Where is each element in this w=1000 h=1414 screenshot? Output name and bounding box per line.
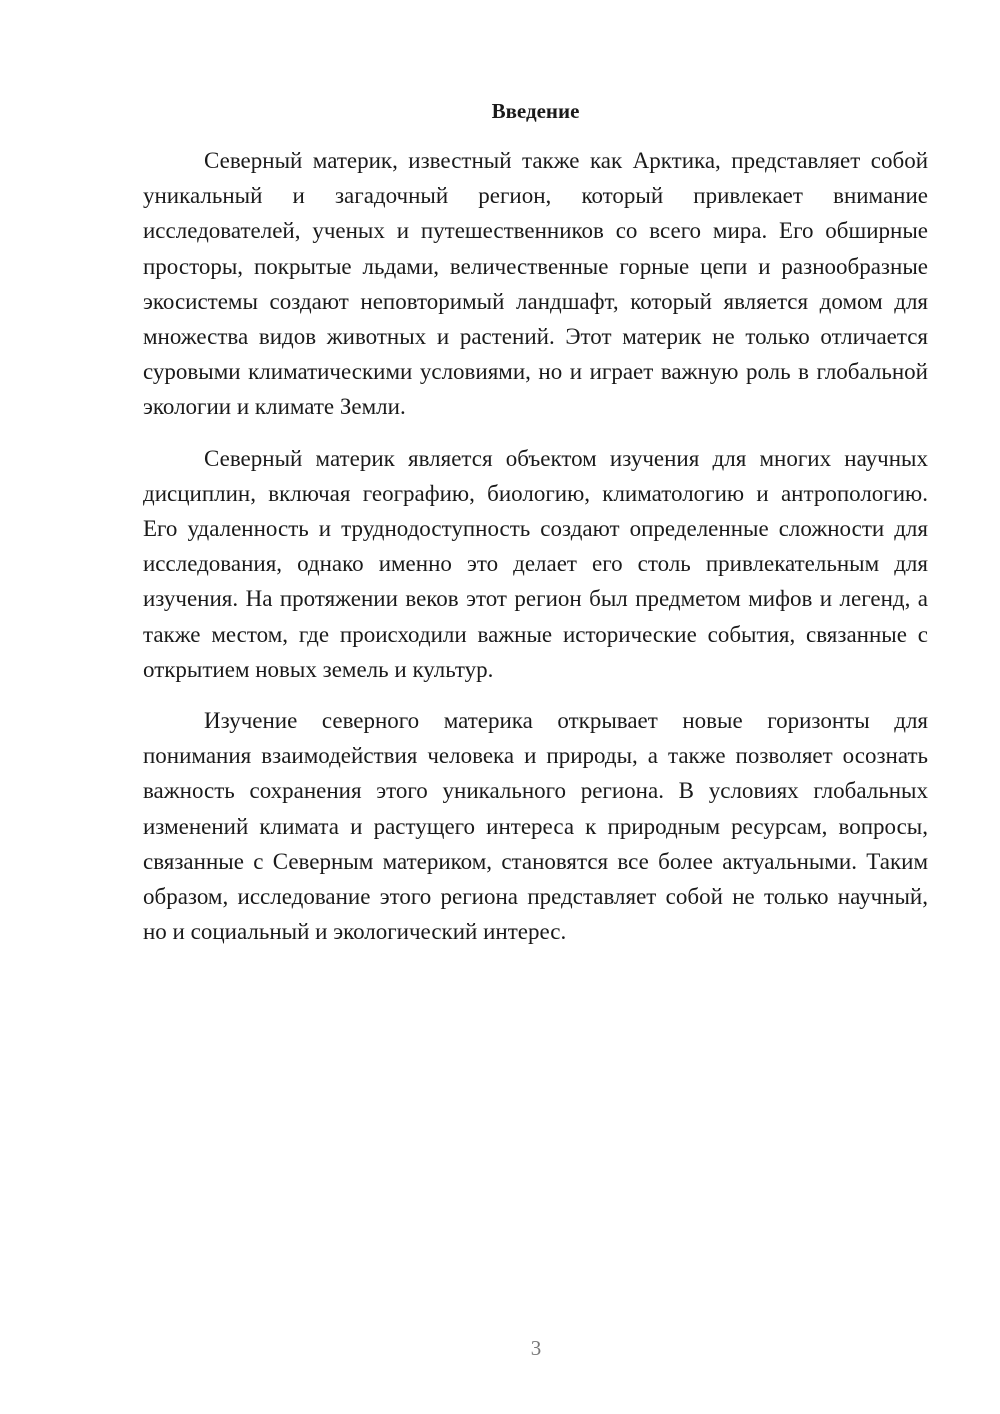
paragraph-3: Изучение северного материка открывает новые горизонты для понимания взаимодействия человека и природы, а также позволяет осознать важность сохранения этого уникального региона. В условиях глобальных изменений климата и растущего интереса к природным ресурсам, вопросы, связанные с Северным материком, становятся все более актуальными. Таким образом, исследование этого региона представляет собой не только научный, но и социальный и экологический интерес. [143, 708, 928, 945]
page-number: 3 [530, 1336, 542, 1360]
body-text [143, 143, 928, 949]
paragraph-2: Северный материк является объектом изучения для многих научных дисциплин, включая географию, биологию, климатологию и антропологию. Его удаленность и труднодоступность создают определенные сложности для исследования, однако именно это делает его столь привлекательным для изучения. На протяжении веков этот регион был предметом мифов и легенд, а также местом, где происходили важные исторические события, связанные с открытием новых земель и культур. [143, 445, 928, 682]
paragraph-1: Северный материк, известный также как Арктика, представляет собой уникальный и загадочный регион, который привлекает внимание исследователей, ученых и путешественников со всего мира. Его обширные просторы, покрытые льдами, величественные горные цепи и разнообразные экосистемы создают неповторимый ландшафт, который является домом для множества видов животных и растений. Этот материк не только отличается суровыми климатическими условиями, но и играет важную роль в глобальной экологии и климате Земли. [143, 148, 928, 420]
section-title: Введение [491, 99, 580, 123]
